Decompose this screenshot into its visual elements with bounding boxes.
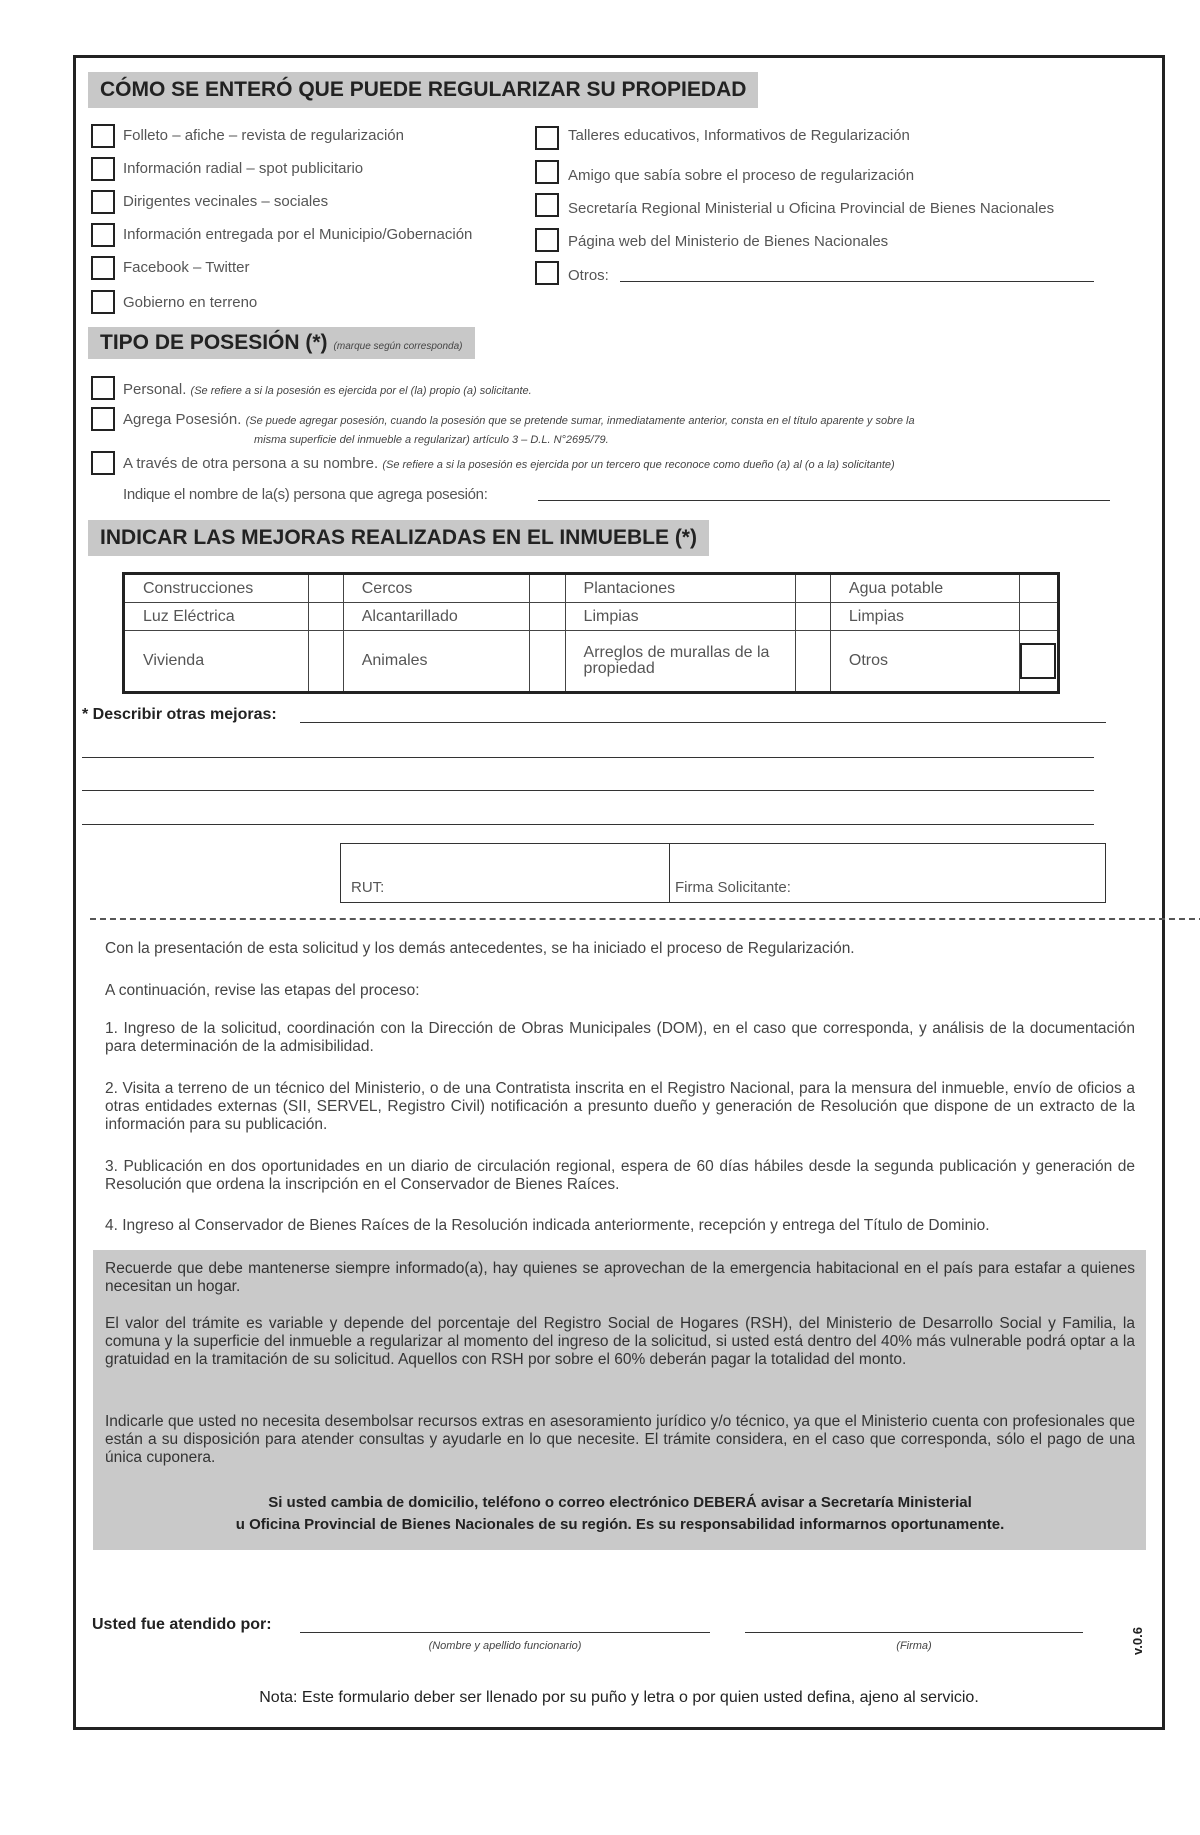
option-dirigentes: Dirigentes vecinales – sociales xyxy=(123,193,329,210)
info-paragraph-2: A continuación, revise las etapas del proceso: xyxy=(105,982,420,999)
indique-label: Indique el nombre de la(s) persona que agrega posesión: xyxy=(123,486,488,503)
checkbox-talleres[interactable] xyxy=(535,126,559,150)
posesion-hint: (marque según corresponda) xyxy=(333,341,463,352)
checkbox-secretaria[interactable] xyxy=(535,193,559,217)
option-pagina-web: Página web del Ministerio de Bienes Nacionales xyxy=(568,233,889,250)
personal-note: (Se refiere a si la posesión es ejercida por el (la) propio (a) solicitante. xyxy=(190,385,532,397)
mejora-vivienda: Vivienda xyxy=(124,631,309,693)
checkbox-municipio[interactable] xyxy=(91,223,115,247)
describir-line-1[interactable] xyxy=(300,722,1106,723)
mejora-arreglos-murallas: Arreglos de murallas de la propiedad xyxy=(565,631,795,693)
signature-box xyxy=(340,843,1106,903)
mejora-alcantarillado: Alcantarillado xyxy=(343,603,530,631)
atendido-label: Usted fue atendido por: xyxy=(92,1616,272,1633)
checkbox-personal[interactable] xyxy=(91,376,115,400)
firma-funcionario-line[interactable] xyxy=(745,1632,1083,1633)
notice-bold-line-1: Si usted cambia de domicilio, teléfono o correo electrónico DEBERÁ avisar a Secretaría Ministerial xyxy=(268,1494,972,1511)
describir-line-3[interactable] xyxy=(82,790,1094,791)
info-step-3: 3. Publicación en dos oportunidades en un diario de circulación regional, espera de 60 días hábiles desde la segunda publicación y generación de Resolución que ordena la inscripción en el Conservador de Bienes Raíces. xyxy=(105,1158,1135,1193)
checkbox-otros[interactable] xyxy=(535,261,559,285)
describir-label: * Describir otras mejoras: xyxy=(82,706,277,723)
agrega-label: Agrega Posesión. xyxy=(123,411,242,428)
table-row xyxy=(124,603,1059,631)
checkbox-otra-persona[interactable] xyxy=(91,451,115,475)
notice-paragraph-1: Recuerde que debe mantenerse siempre informado(a), hay quienes se aprovechan de la emergencia habitacional en el país para estafar a quienes necesitan un hogar. xyxy=(105,1260,1135,1295)
describir-line-2[interactable] xyxy=(82,757,1094,758)
info-paragraph-1: Con la presentación de esta solicitud y los demás antecedentes, se ha iniciado el proceso de Regularización. xyxy=(105,940,855,957)
option-municipio: Información entregada por el Municipio/Gobernación xyxy=(123,226,473,243)
info-step-1: 1. Ingreso de la solicitud, coordinación con la Dirección de Obras Municipales (DOM), en el caso que corresponda, y análisis de la documentación para determinación de la admisibilidad. xyxy=(105,1020,1135,1055)
mejora-luz-electrica: Luz Eléctrica xyxy=(124,603,309,631)
checkbox-alcantarillado[interactable] xyxy=(530,603,565,631)
checkbox-cercos[interactable] xyxy=(530,574,565,603)
mejora-plantaciones: Plantaciones xyxy=(565,574,795,603)
checkbox-construcciones[interactable] xyxy=(308,574,343,603)
otros-input-line[interactable] xyxy=(620,281,1094,282)
section-mejoras-title: INDICAR LAS MEJORAS REALIZADAS EN EL INMUEBLE (*) xyxy=(88,520,709,556)
nombre-funcionario-hint: (Nombre y apellido funcionario) xyxy=(428,1640,582,1652)
firma-solicitante-field[interactable]: Firma Solicitante: xyxy=(675,879,791,896)
option-talleres: Talleres educativos, Informativos de Regularización xyxy=(568,127,910,144)
option-amigo: Amigo que sabía sobre el proceso de regularización xyxy=(568,167,915,184)
checkbox-agrega-posesion[interactable] xyxy=(91,407,115,431)
otra-persona-label: A través de otra persona a su nombre. xyxy=(123,455,379,472)
mejora-cercos: Cercos xyxy=(343,574,530,603)
indique-input-line[interactable] xyxy=(538,500,1110,501)
footer-note: Nota: Este formulario deber ser llenado por su puño y letra o por quien usted defina, ajeno al servicio. xyxy=(259,1689,979,1706)
checkbox-vivienda[interactable] xyxy=(308,631,343,693)
notice-bold-line-2: u Oficina Provincial de Bienes Nacionales de su región. Es su responsabilidad informarnos oportunamente. xyxy=(235,1516,1005,1533)
mejora-limpias-1: Limpias xyxy=(565,603,795,631)
notice-paragraph-2: El valor del trámite es variable y depende del porcentaje del Registro Social de Hogares (RSH), del Ministerio de Desarrollo Social y Familia, la comuna y la superficie del inmueble a regularizar al momento del ingreso de la solicitud, si usted está dentro del 40% más vulnerable podrá optar a la gratuidad en la tramitación de su solicitud. Aquellos con RSH por sobre el 60% deberán pagar la totalidad del monto. xyxy=(105,1315,1135,1368)
section-posesion-title xyxy=(88,327,475,359)
option-otros: Otros: xyxy=(568,267,609,284)
option-personal xyxy=(123,380,532,401)
agrega-note: (Se puede agregar posesión, cuando la posesión que se pretende sumar, inmediatamente anterior, consta en el título aparente y sobre la xyxy=(245,415,915,427)
checkbox-facebook[interactable] xyxy=(91,256,115,280)
cut-line xyxy=(90,918,1200,920)
option-agrega-posesion xyxy=(123,410,915,431)
section-how-heard-title: CÓMO SE ENTERÓ QUE PUEDE REGULARIZAR SU PROPIEDAD xyxy=(88,72,758,108)
mejora-otros: Otros xyxy=(830,631,1019,693)
mejora-limpias-2: Limpias xyxy=(830,603,1019,631)
agrega-note-line2: misma superficie del inmueble a regularizar) artículo 3 – D.L. N°2695/79. xyxy=(254,434,609,446)
checkbox-otros-mejoras[interactable] xyxy=(1019,631,1058,693)
mejoras-table xyxy=(122,572,1060,694)
option-facebook: Facebook – Twitter xyxy=(123,259,250,276)
checkbox-agua-potable[interactable] xyxy=(1019,574,1058,603)
version-label: v.0.6 xyxy=(1130,1627,1145,1655)
checkbox-arreglos-murallas[interactable] xyxy=(795,631,830,693)
option-folleto: Folleto – afiche – revista de regularización xyxy=(123,127,404,144)
rut-field[interactable]: RUT: xyxy=(351,879,385,896)
posesion-title-text: TIPO DE POSESIÓN (*) xyxy=(100,331,328,354)
notice-paragraph-3: Indicarle que usted no necesita desembolsar recursos extras en asesoramiento jurídico y/o técnico, ya que el Ministerio cuenta con profesionales que están a su disposición para atender consultas y ayudarle en lo que necesite. El trámite considera, en el caso que corresponda, sólo el pago de una única cuponera. xyxy=(105,1413,1135,1466)
option-radial: Información radial – spot publicitario xyxy=(123,160,364,177)
option-otra-persona xyxy=(123,454,895,475)
info-step-4: 4. Ingreso al Conservador de Bienes Raíces de la Resolución indicada anteriormente, recepción y entrega del Título de Dominio. xyxy=(105,1217,990,1234)
mejora-animales: Animales xyxy=(343,631,530,693)
mejora-construcciones: Construcciones xyxy=(124,574,309,603)
checkbox-folleto[interactable] xyxy=(91,124,115,148)
otra-persona-note: (Se refiere a si la posesión es ejercida por un tercero que reconoce como dueño (a) al (o a la) solicitante) xyxy=(382,459,895,471)
firma-funcionario-hint: (Firma) xyxy=(896,1640,932,1652)
signature-divider xyxy=(669,844,670,902)
option-secretaria: Secretaría Regional Ministerial u Oficina Provincial de Bienes Nacionales xyxy=(568,200,1055,217)
table-row xyxy=(124,631,1059,693)
checkbox-limpias-2[interactable] xyxy=(1019,603,1058,631)
describir-line-4[interactable] xyxy=(82,824,1094,825)
personal-label: Personal. xyxy=(123,381,187,398)
nombre-funcionario-line[interactable] xyxy=(300,1632,710,1633)
mejora-agua-potable: Agua potable xyxy=(830,574,1019,603)
option-gobierno: Gobierno en terreno xyxy=(123,294,258,311)
checkbox-pagina-web[interactable] xyxy=(535,228,559,252)
table-row xyxy=(124,574,1059,603)
checkbox-gobierno[interactable] xyxy=(91,290,115,314)
checkbox-amigo[interactable] xyxy=(535,160,559,184)
checkbox-plantaciones[interactable] xyxy=(795,574,830,603)
checkbox-luz-electrica[interactable] xyxy=(308,603,343,631)
checkbox-limpias-1[interactable] xyxy=(795,603,830,631)
info-step-2: 2. Visita a terreno de un técnico del Ministerio, o de una Contratista inscrita en el Registro Nacional, para la mensura del inmueble, envío de oficios a otras entidades externas (SII, SERVEL, Registro Civil) notificación a presunto dueño y generación de Resolución que dispone de un extracto de la información para su publicación. xyxy=(105,1080,1135,1133)
otros-mejoras-box[interactable] xyxy=(1020,643,1056,679)
checkbox-dirigentes[interactable] xyxy=(91,190,115,214)
checkbox-animales[interactable] xyxy=(530,631,565,693)
checkbox-radial[interactable] xyxy=(91,157,115,181)
